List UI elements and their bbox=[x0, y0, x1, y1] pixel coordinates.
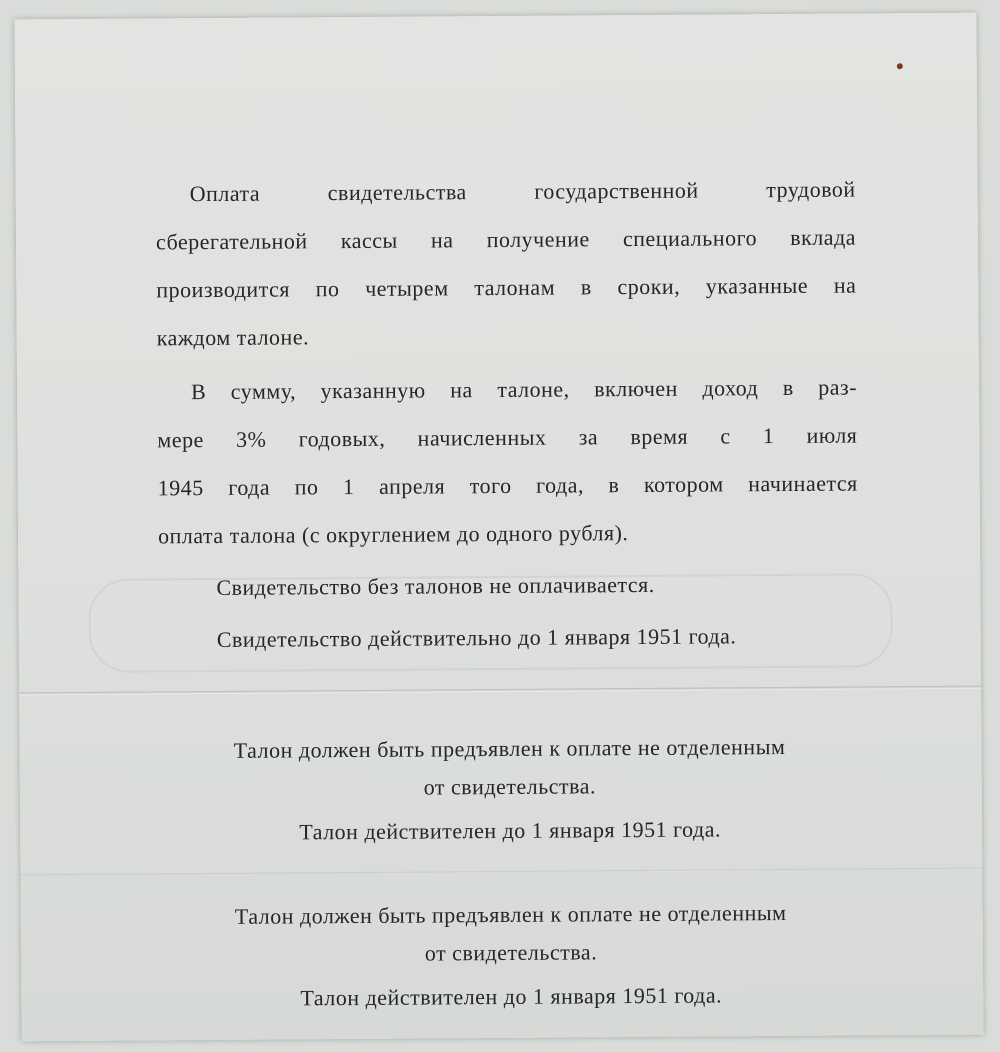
note-validity: Свидетельство действительно до 1 января 1951 года. bbox=[216, 623, 737, 652]
note-no-coupons: Свидетельство без талонов не оплачивается. bbox=[216, 571, 655, 600]
paragraph-2-line: оплата талона (с округлением до одного рубля). bbox=[157, 520, 629, 549]
coupon-1 bbox=[139, 727, 880, 852]
coupon-validity: Талон действителен до 1 января 1951 года. bbox=[299, 816, 722, 845]
coupon-2 bbox=[141, 893, 882, 1018]
stain-mark bbox=[897, 63, 903, 69]
paragraph-2-line: мере 3% годовых, начисленных за время с 1 июля bbox=[157, 422, 858, 453]
paragraph-1-line: каждом талоне. bbox=[156, 324, 310, 351]
coupon-instruction-cont: от свидетельства. bbox=[423, 773, 597, 800]
paragraph-2-line: 1945 года по 1 апреля того года, в котором начинается bbox=[157, 470, 858, 501]
coupon-instruction: Талон должен быть предъявлен к оплате не отделенным bbox=[234, 900, 787, 929]
perforation-line bbox=[20, 868, 982, 876]
coupon-validity: Талон действителен до 1 января 1951 года. bbox=[300, 982, 723, 1011]
fold-line bbox=[19, 686, 981, 696]
coupon-instruction: Талон должен быть предъявлен к оплате не отделенным bbox=[233, 734, 786, 763]
certificate-terms bbox=[156, 166, 859, 665]
paragraph-1-line: сберегательной кассы на получение специального вклада bbox=[155, 224, 857, 255]
coupon-instruction-cont: от свидетельства. bbox=[424, 939, 598, 966]
paragraph-2-line: В сумму, указанную на талоне, включен доход в раз- bbox=[190, 374, 858, 405]
document-sheet bbox=[14, 13, 983, 1042]
paragraph-1-line: Оплата свидетельства государственной трудовой bbox=[189, 176, 856, 207]
paragraph-1-line: производится по четырем талонам в сроки, указанные на bbox=[156, 272, 857, 303]
